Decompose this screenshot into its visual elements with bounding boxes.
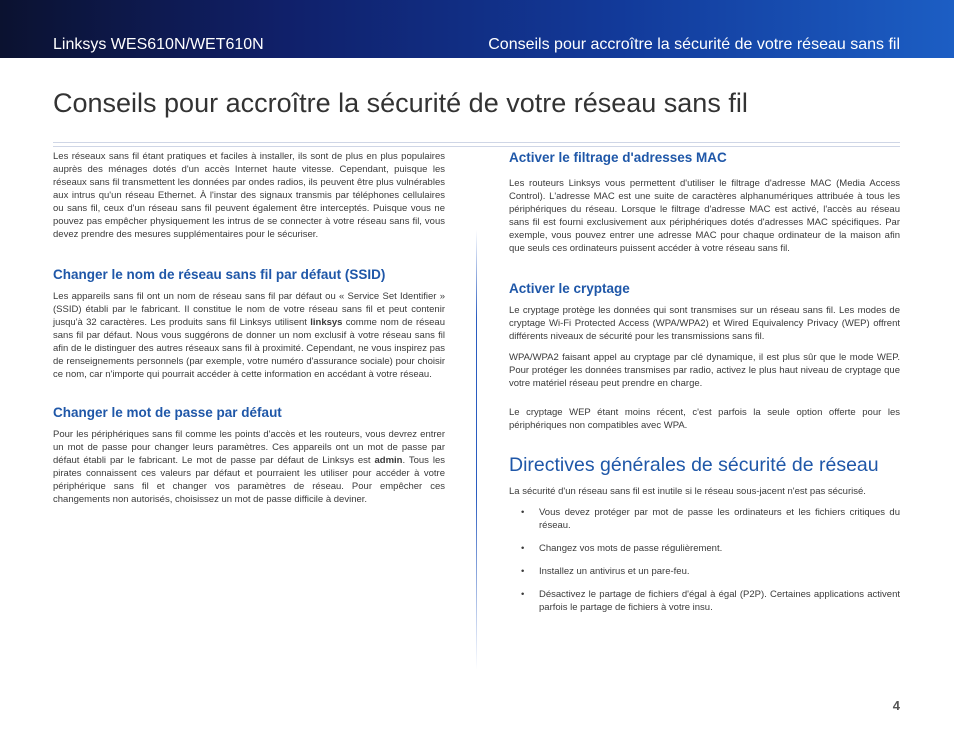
bullet-icon: • <box>521 566 525 577</box>
encryption-paragraph-3: Le cryptage WEP étant moins récent, c'est parfois la seule option offerte pour les périphériques non compatibles avec WPA. <box>509 407 900 431</box>
ssid-heading: Changer le nom de réseau sans fil par défaut (SSID) <box>53 267 386 282</box>
guidelines-heading: Directives générales de sécurité de réseau <box>509 454 879 476</box>
guidelines-list <box>509 506 900 614</box>
password-heading: Changer le mot de passe par défaut <box>53 405 282 420</box>
bullet-icon: • <box>521 589 525 600</box>
default-ssid-value: linksys <box>310 317 343 328</box>
chapter-title: Conseils pour accroître la sécurité de votre réseau sans fil <box>488 36 900 53</box>
column-divider <box>476 230 477 670</box>
guidelines-intro: La sécurité d'un réseau sans fil est inutile si le réseau sous-jacent n'est pas sécurisé. <box>509 486 866 497</box>
encryption-paragraph-2: WPA/WPA2 faisant appel au cryptage par clé dynamique, il est plus sûr que le mode WEP. Pour protéger les données transmises par radio, activez le plus haut niveau de cryptage que votre matériel réseau peut prendre en charge. <box>509 352 900 389</box>
right-column <box>509 150 900 624</box>
ssid-paragraph: Les appareils sans fil ont un nom de réseau sans fil par défaut ou « Service Set Identifier » (SSID) établi par le fabricant. Il constitue le nom de votre réseau sans fil et peut contenir jusqu'à 32 caractères. Les produits sans fil Linksys utilisent linksys comme nom de réseau sans fil par défaut. Nous vous suggérons de donner un nom exclusif à votre réseau sans fil afin de le distinguer des autres réseaux sans fil à proximité. Cependant, ne vous inspirez pas de renseignements personnels (par exemple, votre numéro d'assurance sociale) pour choisir ce nom, car n'importe qui pourrait accéder à cette information en accédant à votre réseau. <box>53 291 445 380</box>
page-title: Conseils pour accroître la sécurité de votre réseau sans fil <box>53 88 748 118</box>
list-item: • Désactivez le partage de fichiers d'égal à égal (P2P). Certaines applications activent parfois le partage de fichiers à votre insu. <box>521 589 900 613</box>
list-item: • Installez un antivirus et un pare-feu. <box>521 566 690 577</box>
mac-filter-heading: Activer le filtrage d'adresses MAC <box>509 150 727 165</box>
bullet-icon: • <box>521 543 525 554</box>
page-number: 4 <box>892 698 900 713</box>
title-rule-top <box>53 142 900 143</box>
list-item: • Vous devez protéger par mot de passe les ordinateurs et les fichiers critiques du réseau. <box>521 507 900 531</box>
default-password-value: admin <box>374 455 403 466</box>
page-header-banner <box>0 0 954 58</box>
title-rule-bottom <box>53 146 900 147</box>
list-item: • Changez vos mots de passe régulièrement. <box>521 543 723 554</box>
left-column <box>53 150 445 514</box>
encryption-paragraph-1: Le cryptage protège les données qui sont transmises sur un réseau sans fil. Les modes de cryptage Wi-Fi Protected Access (WPA/WPA2) et Wired Equivalency Privacy (WEP) offrent différents niveaux de sécurité pour les transmissions sans fil. <box>509 305 900 342</box>
encryption-heading: Activer le cryptage <box>509 281 630 296</box>
bullet-icon: • <box>521 507 525 518</box>
intro-paragraph: Les réseaux sans fil étant pratiques et faciles à installer, ils sont de plus en plus populaires auprès des ménages dotés d'un accès Internet haute vitesse. Cependant, puisque les réseaux sans fil transmettent les données par ondes radios, ils peuvent être plus vulnérables aux intrus qu'un réseau Ethernet. À l'instar des signaux transmis par téléphones cellulaires ou sans fil, ceux d'un réseau sans fil peuvent également être interceptés. Puisque vous ne pouvez pas empêcher physiquement les intrus de se connecter à votre réseau sans fil, vous devez prendre des mesures supplémentaires pour le sécuriser. <box>53 151 445 240</box>
product-name: Linksys WES610N/WET610N <box>53 36 264 53</box>
password-paragraph: Pour les périphériques sans fil comme les points d'accès et les routeurs, vous devrez entrer un mot de passe pour changer leurs paramètres. Ces appareils ont un mot de passe par défaut établi par le fabricant. Le mot de passe par défaut de Linksys est admin. Tous les pirates connaissent ces valeurs par défaut et pourraient les utiliser pour accéder à votre périphérique sans fil et changer vos paramètres de réseau. Pour empêcher ces changements non autorisés, choisissez un mot de passe difficile à deviner. <box>53 429 445 505</box>
mac-filter-paragraph: Les routeurs Linksys vous permettent d'utiliser le filtrage d'adresse MAC (Media Access Control). L'adresse MAC est une suite de caractères alphanumériques attribuée à tous les périphériques du réseau. Lorsque le filtrage d'adresse MAC est activé, l'accès au réseau sans fil est fourni exclusivement aux périphériques dotés d'adresses MAC spécifiques. Par exemple, vous pouvez entrer une adresse MAC pour chaque ordinateur de la maison afin que seuls ces ordinateurs puissent accéder à votre réseau sans fil. <box>509 178 900 254</box>
